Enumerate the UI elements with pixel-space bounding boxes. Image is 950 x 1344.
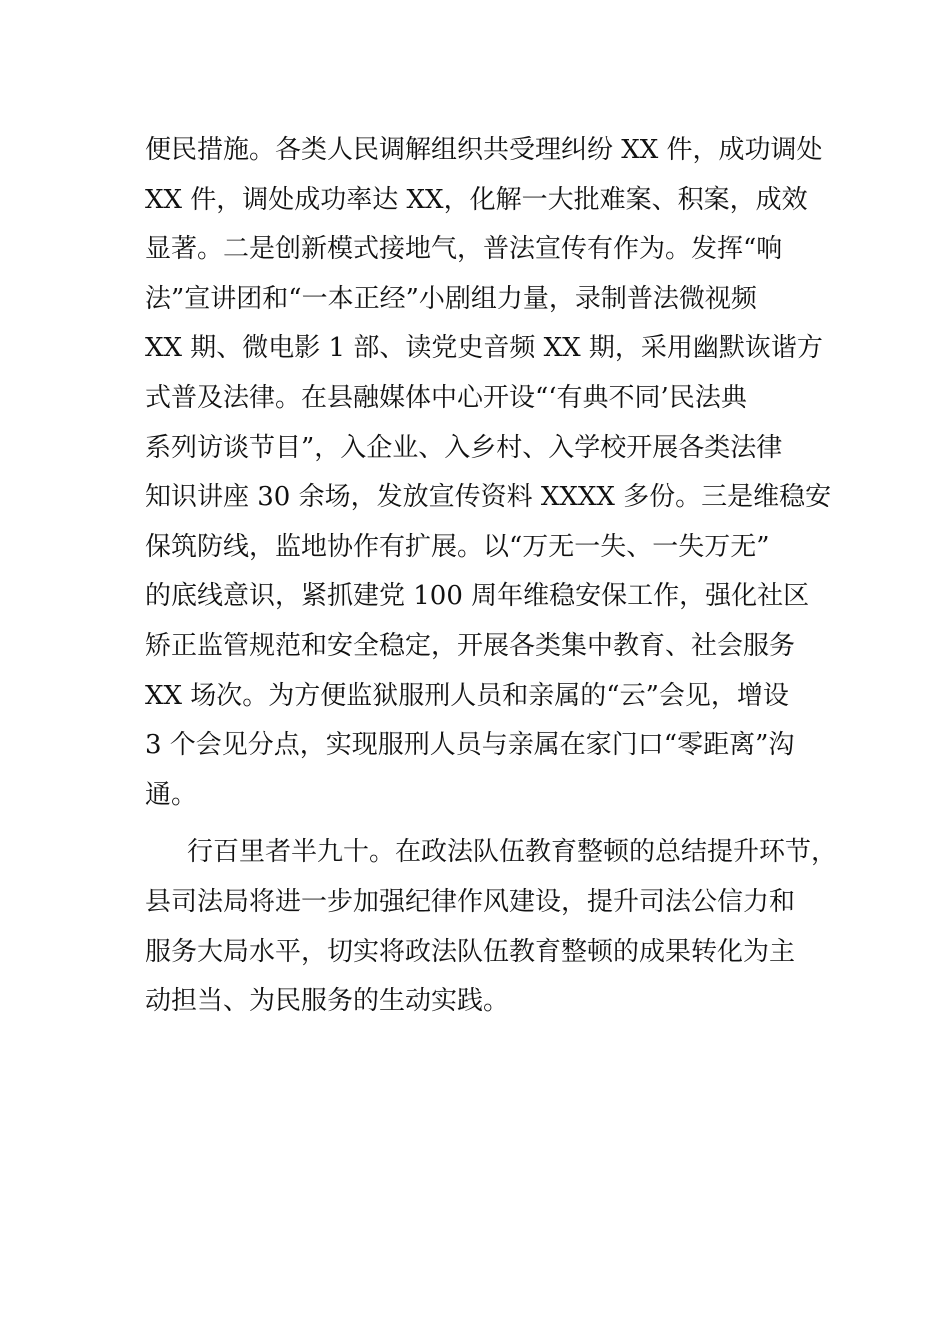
paragraph-conclusion [145, 828, 838, 1026]
text-line: 3 个会见分点，实现服刑人员与亲属在家门口“零距离”沟 [145, 730, 795, 761]
text-line: 便民措施。各类人民调解组织共受理纠纷 XX 件，成功调处 [145, 135, 823, 165]
text-line: 式普及法律。在县融媒体中心开设“‘有典不同’民法典 [145, 382, 747, 413]
text-line: 系列访谈节目”，入企业、入乡村、入学校开展各类法律 [145, 432, 783, 463]
text-line: 动担当、为民服务的生动实践。 [145, 986, 510, 1017]
text-line: 保筑防线，监地协作有扩展。以“万无一失、一失万无” [145, 531, 770, 562]
text-line: 矫正监管规范和安全稳定，开展各类集中教育、社会服务 [145, 630, 796, 661]
document-body [145, 126, 838, 1027]
text-line: 通。 [145, 779, 198, 810]
text-line: XX 期、微电影 1 部、读党史音频 XX 期，采用幽默诙谐方 [145, 333, 823, 364]
text-line: 县司法局将进一步加强纪律作风建设，提升司法公信力和 [145, 886, 796, 917]
text-line: 知识讲座 30 余场，发放宣传资料 XXXX 多份。三是维稳安 [145, 482, 832, 513]
text-line: 显著。二是创新模式接地气，普法宣传有作为。发挥“响 [145, 234, 783, 265]
text-line: 服务大局水平，切实将政法队伍教育整顿的成果转化为主 [145, 936, 796, 967]
text-line: 的底线意识，紧抓建党 100 周年维稳安保工作，强化社区 [145, 581, 810, 612]
text-line: XX 件，调处成功率达 XX，化解一大批难案、积案，成效 [145, 184, 808, 215]
text-line: 法”宣讲团和“一本正经”小剧组力量，录制普法微视频 [145, 283, 757, 314]
paragraph-measures [145, 126, 835, 820]
paragraph-spacer [145, 820, 835, 828]
text-line: XX 场次。为方便监狱服刑人员和亲属的“云”会见，增设 [145, 680, 789, 711]
text-line-indented: 行百里者半九十。在政法队伍教育整顿的总结提升环节， [187, 837, 838, 868]
